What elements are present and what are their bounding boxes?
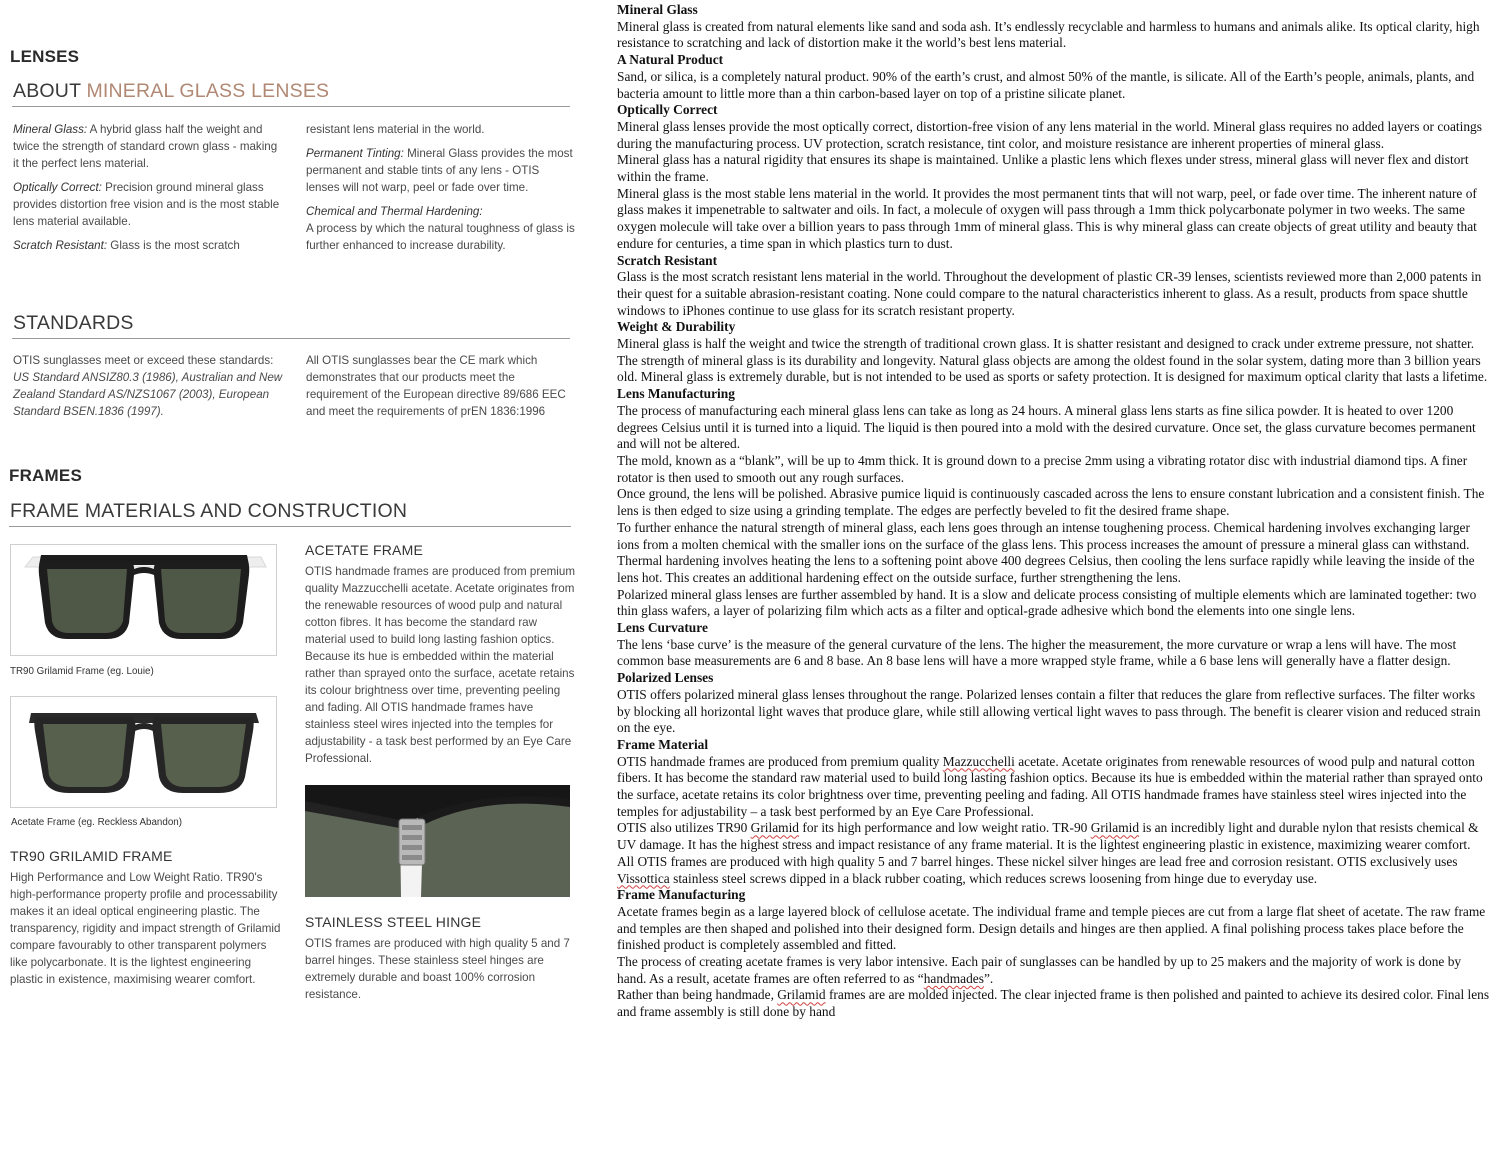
tr90-text: High Performance and Low Weight Ratio. TR90's high-performance property profile and processability makes it an ideal optical engineering plastic. The transparency, rigidity and impact strength of Grilamid compare favourably to other transparent polymers like polycarbonate. It is the lightest engineering plastic in existence, maximising wearer comfort. <box>10 871 281 986</box>
standards-column-2: All OTIS sunglasses bear the CE mark which demonstrates that our products meet the requirement of the European directive 89/686 EEC and meet the requirements of prEN 1836:1996 <box>306 354 566 418</box>
text-run: acetate. Acetate originates from renewable resources of wood pulp and natural cotton fibers. It has become the standard raw material used to build long lasting fashion optics. Because its hue is embedded within the material rather than sprayed onto the surface, acetate retains its color brightness over time, preventing peeling and fading. All OTIS handmade frames have stainless steel wires injected into the temples for adjustability – a task best performed by an Eye Care Professional. <box>617 753 1483 819</box>
paragraph: To further enhance the natural strength of mineral glass, each lens goes through an intense toughening process. Chemical hardening involves exchanging larger ions from a molten chemical with the smaller ions on the surface of the glass lens. This process increases the amount of pressure a mineral glass can withstand. <box>617 519 1470 552</box>
paragraph <box>617 820 1491 853</box>
term: Chemical and Thermal Hardening: <box>306 205 483 218</box>
paragraph: Mineral glass has a natural rigidity that ensures its shape is maintained. Unlike a plastic lens which flexes under stress, mineral glass will never flex and distort within the frame. <box>617 152 1469 185</box>
paragraph <box>617 987 1491 1020</box>
paragraph: Thermal hardening involves heating the lens to a softening point above 400 degrees Celsius, then cooling the lens surface rapidly while leaving the inside of the lens hot. This creates an additional hardening effect on the outside surface, further strengthening the lens. <box>617 553 1475 585</box>
term: Permanent Tinting: <box>306 147 404 160</box>
document-panel <box>617 2 1491 1021</box>
text-run: frames are are molded injected. The clear injected frame is then polished and painted to achieve its desired color. Final lens and frame assembly is still done by hand <box>617 987 1490 1020</box>
heading-lens-manufacturing: Lens Manufacturing <box>617 386 735 402</box>
definition: A hybrid glass half the weight and twice the strength of standard crown glass - making it the perfect lens material. <box>13 123 278 170</box>
paragraph: Sand, or silica, is a completely natural product. 90% of the earth’s crust, and almost 50% of the mantle, is silicate. All of the Earth’s people, animals, plants, and bacteria amount to little more than a thin carbon-based layer on top of a pristine silicate planet. <box>617 68 1475 101</box>
paragraph: The process of manufacturing each mineral glass lens can take as long as 24 hours. A mineral glass lens starts as fine silica powder. It is heated to over 1200 degrees Celsius until it is turned into a liquid. The liquid is then poured into a mold with the desired curvature. Once set, the glass curvature becomes permanent and will not be altered. <box>617 402 1476 452</box>
definition: Precision ground mineral glass provides distortion free vision and is the most stable lens material available. <box>13 181 280 228</box>
about-heading-prefix: ABOUT <box>13 80 87 102</box>
definition: Mineral Glass provides the most permanent and stable tints of any lens - OTIS lenses will not warp, peel or fade over time. <box>306 147 573 194</box>
standards-intro: OTIS sunglasses meet or exceed these standards: <box>13 354 274 367</box>
heading-natural-product: A Natural Product <box>617 52 724 68</box>
paragraph: Mineral glass is the most stable lens material in the world. It provides the most permanent tints that will not warp, peel, or fade over time. The inherent nature of glass makes it impenetrable to saltwater and oils. In fact, a molecule of oxygen will pass through a 1mm thick polycarbonate polymer in two weeks. The same oxygen molecule will take over a billion years to pass through 1mm of mineral glass. This is why mineral glass can create objects of great utility and beauty that endure for centuries, a time span in which plastics turn to dust. <box>617 185 1477 251</box>
about-paragraph <box>306 145 576 196</box>
about-paragraph <box>306 203 576 254</box>
heading-rule <box>12 338 570 339</box>
heading-polarized-lenses: Polarized Lenses <box>617 670 714 686</box>
spellcheck-word: Grilamid <box>750 820 800 836</box>
text-run: is an incredibly light and durable nylon that resists chemical & UV damage. It has the highest stress and impact resistance of any frame material. It is the lightest engineering plastic in existence, maximizing wearer comfort. <box>617 820 1479 853</box>
spellcheck-word: Grilamid <box>1090 820 1140 836</box>
heading-frame-material: Frame Material <box>617 736 709 752</box>
text-run: All OTIS frames are produced with high quality 5 and 7 barrel hinges. These nickel silver hinges are lead free and corrosion resistant. OTIS exclusively uses <box>617 853 1458 869</box>
heading-mineral-glass: Mineral Glass <box>617 2 698 17</box>
spellcheck-word: Mazzucchelli <box>942 753 1015 769</box>
tr90-caption: TR90 Grilamid Frame (eg. Louie) <box>10 666 154 677</box>
term: Optically Correct: <box>13 181 102 194</box>
sunglasses-illustration <box>11 545 276 655</box>
paragraph: Once ground, the lens will be polished. Abrasive pumice liquid is continuously cascaded across the lens to ensure constant lubrication and a consistent finish. The lens is then edged to size using a grinding template. The edges are perfectly beveled to fit the desired frame shape. <box>617 486 1485 519</box>
heading-frame-manufacturing: Frame Manufacturing <box>617 887 746 903</box>
brochure-panel <box>0 0 590 1164</box>
text-run: OTIS also utilizes TR90 <box>617 820 751 836</box>
paragraph: Mineral glass lenses provide the most optically correct, distortion-free vision of any lens material in the world. Mineral glass requires no added layers or coatings during the manufacturing process. UV protection, scratch resistance, tint color, and moisture resistance are inherent properties of mineral glass. <box>617 118 1482 151</box>
paragraph: Glass is the most scratch resistant lens material in the world. Throughout the development of plastic CR-39 lenses, scientists reviewed more than 2,000 patents in their quest for a suitable abrasion-resistant coating. None could compare to the natural characteristics inherent to glass. As a result, products from space shuttle windows to iPhones continue to use glass for its scratch resistant property. <box>617 269 1482 318</box>
definition: A process by which the natural toughness of glass is further enhanced to increase durability. <box>306 222 575 252</box>
spellcheck-word: Grilamid <box>777 987 826 1003</box>
frame-materials-heading: FRAME MATERIALS AND CONSTRUCTION <box>10 500 408 522</box>
definition: Glass is the most scratch <box>107 239 240 252</box>
text-run: Rather than being handmade, <box>617 987 778 1003</box>
about-paragraph <box>13 179 283 230</box>
heading-scratch-resistant: Scratch Resistant <box>617 252 718 268</box>
paragraph: The lens ‘base curve’ is the measure of the general curvature of the lens. The higher the measurement, the more curvature or wrap a lens will have. The most common base measurements are 6 and 8 base. An 8 base lens will have a more wrapped style frame, while a 6 base lens will generally have a flatter design. <box>617 636 1457 669</box>
heading-optically-correct: Optically Correct <box>617 102 718 118</box>
standards-column-1 <box>13 352 288 420</box>
about-paragraph <box>13 237 283 254</box>
lenses-section-label: LENSES <box>10 47 80 66</box>
paragraph: The mold, known as a “blank”, will be up to 4mm thick. It is ground down to a precise 2mm using a vibrating rotator disc with industrial diamond tips. A finer rotator is then used to smooth out any rough surfaces. <box>617 452 1468 485</box>
tr90-sunglasses-image <box>10 544 277 656</box>
hinge-image <box>305 785 570 897</box>
heading-lens-curvature: Lens Curvature <box>617 620 708 636</box>
acetate-sunglasses-image <box>10 696 277 808</box>
paragraph: OTIS offers polarized mineral glass lenses throughout the range. Polarized lenses contain a filter that reduces the glare from reflective surfaces. The filter works by blocking all horizontal light waves that produce glare, while still allowing vertical light waves to pass through. The benefit is clearer vision and reduced strain on the eye. <box>617 686 1481 736</box>
spellcheck-word: Vissottica <box>617 870 670 886</box>
text-run: ”. <box>983 970 994 986</box>
frames-section-label: FRAMES <box>9 466 82 485</box>
acetate-heading: ACETATE FRAME <box>305 542 423 558</box>
term: Mineral Glass: <box>13 123 88 136</box>
heading-weight-durability: Weight & Durability <box>617 319 736 335</box>
text-run: OTIS handmade frames are produced from premium quality <box>617 753 943 769</box>
text-run: for its high performance and low weight ratio. TR-90 <box>799 820 1091 836</box>
heading-rule <box>9 526 571 527</box>
standards-list: US Standard ANSIZ80.3 (1986), Australian and New Zealand Standard AS/NZS1067 (2003), European Standard BSEN.1836 (1997). <box>13 371 283 418</box>
paragraph: Mineral glass is half the weight and twice the strength of traditional crown glass. It is shatter resistant and designed to crack under extreme pressure, not shatter. The strength of mineral glass is its durability and longevity. Natural glass objects are among the oldest found in the solar system, dating more than 3 billion years old. Mineral glass is extremely durable, but is not intended to be used as sports or safety protection. It is designed for maximum optical clarity that lasts a lifetime. <box>617 336 1488 385</box>
about-paragraph <box>306 121 576 138</box>
hinge-text: OTIS frames are produced with high quality 5 and 7 barrel hinges. These stainless steel hinges are extremely durable and boast 100% corrosion resistance. <box>305 937 570 1001</box>
about-mineral-glass-heading <box>13 80 329 103</box>
paragraph: Polarized mineral glass lenses are further assembled by hand. It is a slow and delicate process consisting of multiple elements which are laminated together: two thin glass wafers, a layer of polarizing film which acts as a filter and optical-grade adhesive which bond the elements into one single lens. <box>617 586 1477 619</box>
about-column-1 <box>13 121 283 261</box>
about-heading-accent: MINERAL GLASS LENSES <box>86 80 330 102</box>
acetate-text: OTIS handmade frames are produced from premium quality Mazzucchelli acetate. Acetate originates from the renewable resources of wood pulp and natural cotton fibres. It has become the standard raw material used to build long lasting fashion optics. Because its hue is embedded within the material rather than sprayed onto the surface, acetate retains its colour brightness over time, preventing peeling and fading. All OTIS handmade frames have stainless steel wires injected into the temples for adjustability - a task best performed by an Eye Care Professional. <box>305 565 575 765</box>
paragraph: Acetate frames begin as a large layered block of cellulose acetate. The individual frame and temple pieces are cut from a large flat sheet of acetate. The raw frame and temples are then shaped and polished into their designed form. Design details and hinges are then applied. A final polishing process takes place before the finished product is completely assembled and fitted. <box>617 903 1486 953</box>
term: Scratch Resistant: <box>13 239 108 252</box>
text-run: stainless steel screws dipped in a black rubber coating, which reduces screws loosening from hinge due to everyday use. <box>669 870 1318 886</box>
acetate-caption: Acetate Frame (eg. Reckless Abandon) <box>11 817 182 828</box>
paragraph <box>617 954 1491 987</box>
tr90-heading: TR90 GRILAMID FRAME <box>10 848 173 864</box>
hinge-illustration <box>305 785 570 897</box>
definition: resistant lens material in the world. <box>306 123 485 136</box>
paragraph <box>617 754 1491 821</box>
about-paragraph <box>13 121 283 172</box>
spellcheck-word: handmades <box>923 970 984 986</box>
sunglasses-illustration <box>11 697 276 807</box>
text-run: The process of creating acetate frames is very labor intensive. Each pair of sunglasses can be handled by up to 25 makers and the majority of work is done by hand. As a result, acetate frames are often referred to as “ <box>617 954 1462 986</box>
heading-rule <box>12 106 570 107</box>
paragraph: Mineral glass is created from natural elements like sand and soda ash. It’s endlessly recyclable and harmless to humans and animals alike. Its optical clarity, high resistance to scratching and lack of distortion make it the world’s best lens material. <box>617 18 1480 51</box>
about-column-2 <box>306 121 576 261</box>
hinge-heading: STAINLESS STEEL HINGE <box>305 914 482 930</box>
paragraph <box>617 854 1491 887</box>
standards-heading: STANDARDS <box>13 312 134 334</box>
